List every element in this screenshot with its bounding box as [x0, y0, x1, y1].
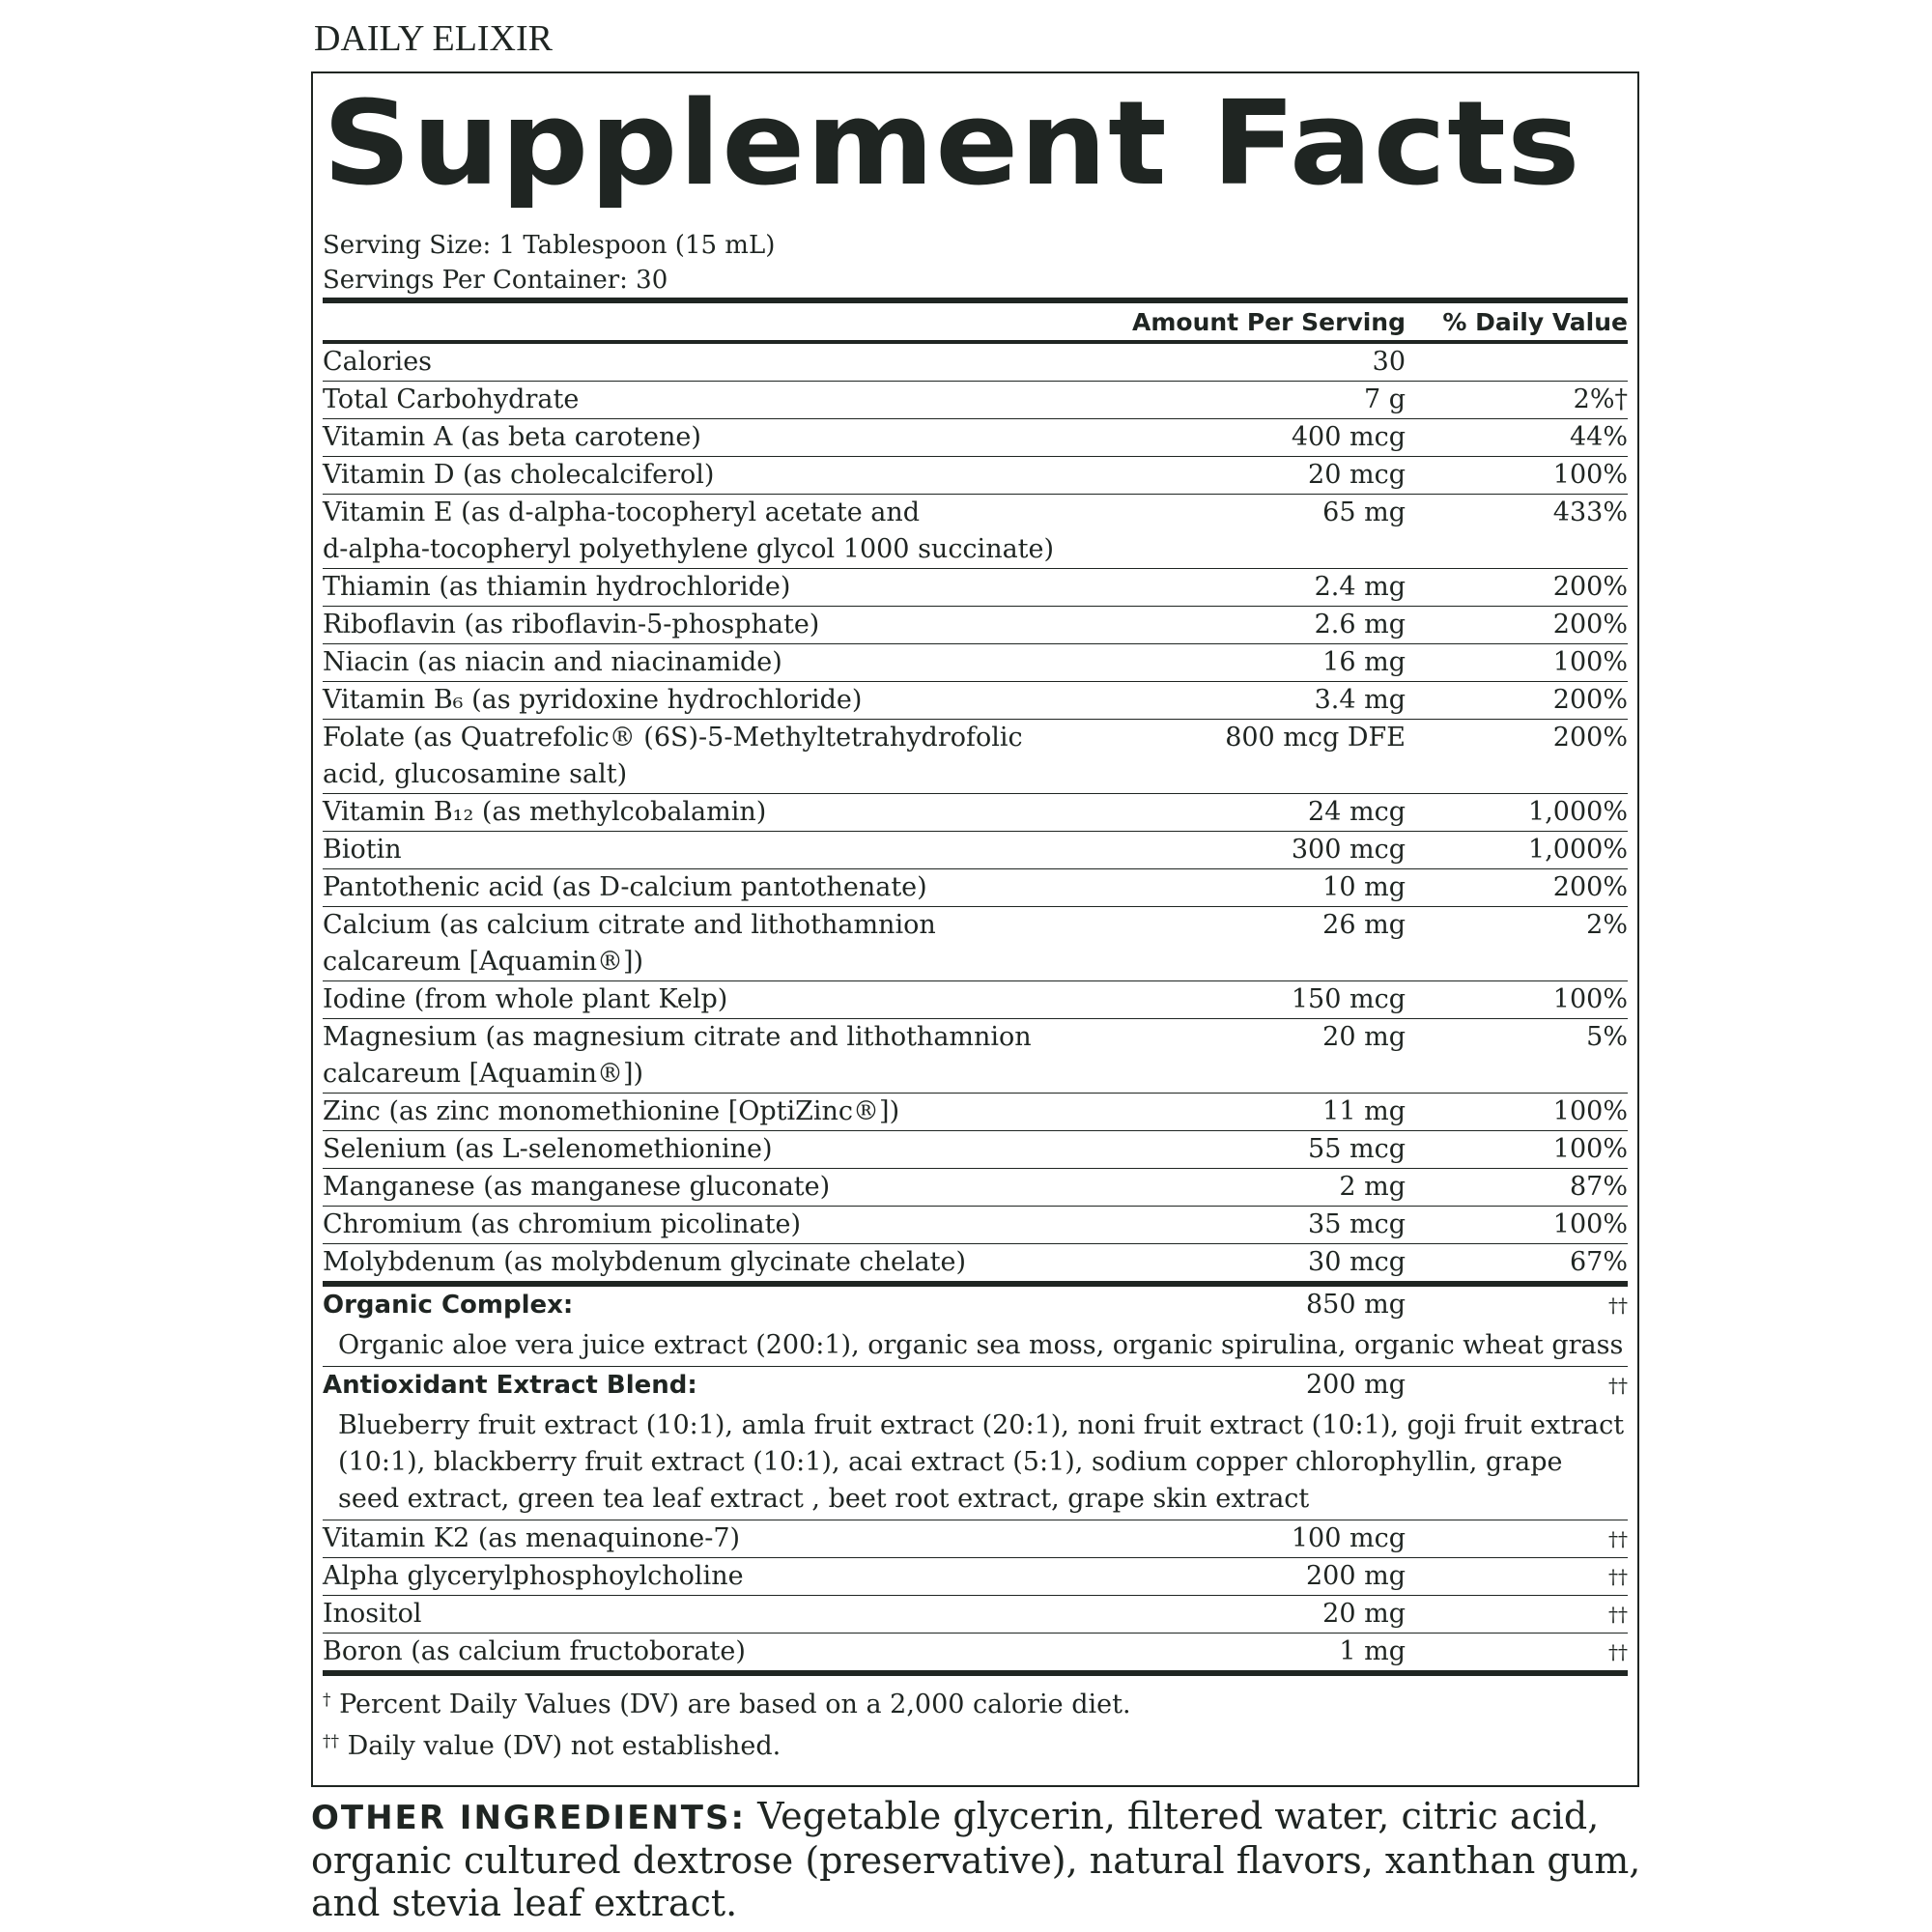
- nutrient-name: Biotin: [323, 835, 402, 865]
- nutrient-name: Selenium (as L-selenomethionine): [323, 1134, 773, 1164]
- nutrient-name: Vitamin B₁₂ (as methylcobalamin): [323, 797, 767, 827]
- nutrient-dv: 44%: [1569, 422, 1628, 452]
- nutrient-dv: 100%: [1552, 1096, 1628, 1126]
- nutrient-row: [323, 344, 1628, 381]
- nutrient-amount: 20 mg: [1322, 1599, 1406, 1629]
- nutrient-list: [323, 344, 1628, 1281]
- nutrient-row: [323, 1018, 1628, 1093]
- serving-info: [323, 228, 1628, 298]
- blend-description: Organic aloe vera juice extract (200:1), organic sea moss, organic spirulina, organic wheat grass: [338, 1330, 1624, 1360]
- nutrient-dv: 200%: [1552, 685, 1628, 715]
- nutrient-amount: 20 mg: [1322, 1022, 1406, 1052]
- nutrient-amount: 800 mcg DFE: [1225, 723, 1406, 753]
- nutrient-dv: 200%: [1552, 572, 1628, 602]
- nutrient-name: Vitamin A (as beta carotene): [323, 422, 701, 452]
- nutrient-name: Iodine (from whole plant Kelp): [323, 984, 728, 1014]
- nutrient-row: [323, 980, 1628, 1018]
- nutrient-dv: ††: [1608, 1527, 1628, 1550]
- nutrient-name: Pantothenic acid (as D-calcium pantothenate): [323, 872, 927, 902]
- nutrient-amount: 30: [1372, 347, 1406, 377]
- nutrient-amount: 200 mg: [1305, 1370, 1406, 1400]
- nutrient-amount: 100 mcg: [1291, 1523, 1406, 1553]
- nutrient-name: Chromium (as chromium picolinate): [323, 1209, 801, 1239]
- nutrient-amount: 30 mcg: [1308, 1247, 1406, 1277]
- nutrient-dv: 2%†: [1573, 384, 1628, 414]
- supplement-facts-panel: [311, 71, 1639, 1787]
- nutrient-name: Folate (as Quatrefolic® (6S)-5-Methyltetrahydrofolic acid, glucosamine salt): [323, 723, 1023, 789]
- panel-content: [323, 73, 1628, 1765]
- nutrient-amount: 7 g: [1363, 384, 1406, 414]
- other-ingredients-text: Vegetable glycerin, filtered water, citric acid, organic cultured dextrose (preservative), natural flavors, xanthan gum, and stevia leaf extract.: [311, 1795, 1641, 1924]
- panel-title: Supplement Facts: [323, 77, 1581, 212]
- nutrient-amount: 20 mcg: [1308, 460, 1406, 490]
- dv-header: % Daily Value: [1442, 307, 1628, 336]
- nutrient-row: [323, 1206, 1628, 1243]
- nutrient-name: Alpha glycerylphosphoylcholine: [323, 1561, 744, 1591]
- nutrient-dv: 87%: [1569, 1172, 1628, 1202]
- nutrient-row: [323, 868, 1628, 906]
- nutrient-amount: 65 mg: [1322, 497, 1406, 527]
- nutrient-row: [323, 1557, 1628, 1595]
- nutrient-dv: 100%: [1552, 984, 1628, 1014]
- nutrient-amount: 2.4 mg: [1314, 572, 1406, 602]
- nutrient-row: [323, 1595, 1628, 1633]
- nutrient-name: Total Carbohydrate: [323, 384, 580, 414]
- nutrient-row: [323, 418, 1628, 456]
- nutrient-row: [323, 1243, 1628, 1281]
- nutrient-amount: 2.6 mg: [1314, 610, 1406, 639]
- nutrient-name: Vitamin K2 (as menaquinone-7): [323, 1523, 741, 1553]
- nutrient-name: Niacin (as niacin and niacinamide): [323, 647, 782, 677]
- nutrient-dv: [1406, 344, 1628, 381]
- nutrient-name: Magnesium (as magnesium citrate and lithothamnion calcareum [Aquamin®]): [323, 1022, 1032, 1089]
- nutrient-dv: 200%: [1552, 610, 1628, 639]
- nutrient-row: [323, 1093, 1628, 1130]
- nutrient-amount: 850 mg: [1305, 1290, 1406, 1320]
- nutrient-dv: 100%: [1552, 647, 1628, 677]
- nutrient-name: Vitamin D (as cholecalciferol): [323, 460, 715, 490]
- nutrient-name: Thiamin (as thiamin hydrochloride): [323, 572, 791, 602]
- nutrient-row: [323, 1520, 1628, 1557]
- nutrient-dv: 1,000%: [1528, 797, 1628, 827]
- serving-size: Serving Size: 1 Tablespoon (15 mL): [323, 231, 776, 260]
- nutrient-name: Calories: [323, 347, 433, 377]
- nutrient-row: [323, 494, 1628, 568]
- nutrient-amount: 26 mg: [1322, 910, 1406, 940]
- nutrient-row: [323, 1168, 1628, 1206]
- footnote-single: [323, 1682, 1628, 1723]
- nutrient-amount: 55 mcg: [1308, 1134, 1406, 1164]
- nutrient-row: [323, 831, 1628, 868]
- nutrient-dv: 100%: [1552, 1209, 1628, 1239]
- nutrient-row: [323, 906, 1628, 980]
- nutrient-name: Zinc (as zinc monomethionine [OptiZinc®]): [323, 1096, 900, 1126]
- nutrient-amount: 400 mcg: [1291, 422, 1406, 452]
- nutrient-dv: 2%: [1586, 910, 1628, 940]
- nutrient-row: [323, 719, 1628, 793]
- nutrient-amount: 2 mg: [1339, 1172, 1406, 1202]
- nutrient-name: Calcium (as calcium citrate and lithothamnion calcareum [Aquamin®]): [323, 910, 936, 977]
- nutrient-row: [323, 456, 1628, 494]
- nutrient-dv: 433%: [1552, 497, 1628, 527]
- servings-per-container: Servings Per Container: 30: [323, 266, 668, 295]
- nutrient-dv: 100%: [1552, 1134, 1628, 1164]
- nutrient-amount: 11 mg: [1322, 1096, 1406, 1126]
- nutrient-name: Vitamin B₆ (as pyridoxine hydrochloride): [323, 685, 863, 715]
- other-ingredients: [311, 1795, 1644, 1924]
- nutrient-dv: 200%: [1552, 872, 1628, 902]
- footnote-single-mark: †: [323, 1690, 331, 1710]
- nutrient-amount: 1 mg: [1339, 1636, 1406, 1666]
- nutrient-dv: ††: [1608, 1565, 1628, 1588]
- nutrient-amount: 35 mcg: [1308, 1209, 1406, 1239]
- nutrient-dv: ††: [1608, 1293, 1628, 1317]
- other-nutrient-list: [323, 1520, 1628, 1670]
- nutrient-dv: 67%: [1569, 1247, 1628, 1277]
- blend-row: [323, 1287, 1628, 1323]
- nutrient-name: Boron (as calcium fructoborate): [323, 1636, 746, 1666]
- nutrient-row: [323, 568, 1628, 606]
- nutrient-amount: 24 mcg: [1308, 797, 1406, 827]
- nutrient-dv: 200%: [1552, 723, 1628, 753]
- nutrient-row: [323, 606, 1628, 643]
- nutrient-row: [323, 1130, 1628, 1168]
- nutrient-dv: ††: [1608, 1374, 1628, 1397]
- nutrient-amount: 150 mcg: [1291, 984, 1406, 1014]
- nutrient-name: Manganese (as manganese gluconate): [323, 1172, 831, 1202]
- nutrient-name: Vitamin E (as d-alpha-tocopheryl acetate and d-alpha-tocopheryl polyethylene glycol 1000 succinate): [323, 497, 1055, 564]
- nutrient-row: [323, 793, 1628, 831]
- footnote-single-text: Percent Daily Values (DV) are based on a 2,000 calorie diet.: [339, 1690, 1131, 1719]
- blend-list: [323, 1287, 1628, 1518]
- blend-description: Blueberry fruit extract (10:1), amla fruit extract (20:1), noni fruit extract (10:1), goji fruit extract (10:1), blackberry fruit extract (10:1), acai extract (5:1), sodium copper chlorophyllin, grape seed extract, green tea leaf extract , beet root extract, grape skin extract: [338, 1410, 1625, 1514]
- amount-header: Amount Per Serving: [1132, 307, 1406, 336]
- nutrient-amount: 300 mcg: [1291, 835, 1406, 865]
- nutrient-row: [323, 681, 1628, 719]
- footnote-double-text: Daily value (DV) not established.: [347, 1731, 781, 1761]
- nutrient-dv: 5%: [1586, 1022, 1628, 1052]
- nutrient-dv: ††: [1608, 1640, 1628, 1663]
- nutrient-name: Riboflavin (as riboflavin-5-phosphate): [323, 610, 820, 639]
- nutrient-dv: ††: [1608, 1603, 1628, 1626]
- other-ingredients-label: OTHER INGREDIENTS:: [311, 1799, 747, 1837]
- nutrient-name: Organic Complex:: [323, 1291, 574, 1320]
- nutrient-amount: 3.4 mg: [1314, 685, 1406, 715]
- column-header: [323, 303, 1628, 340]
- footnote-double: [323, 1723, 1628, 1765]
- nutrient-row: [323, 381, 1628, 418]
- nutrient-amount: 16 mg: [1322, 647, 1406, 677]
- nutrient-name: Molybdenum (as molybdenum glycinate chelate): [323, 1247, 967, 1277]
- blend-row: [323, 1366, 1628, 1404]
- nutrient-amount: 200 mg: [1305, 1561, 1406, 1591]
- nutrient-name: Inositol: [323, 1599, 422, 1629]
- nutrient-row: [323, 1633, 1628, 1670]
- nutrient-dv: 1,000%: [1528, 835, 1628, 865]
- nutrient-dv: 100%: [1552, 460, 1628, 490]
- brand-name: DAILY ELIXIR: [314, 18, 553, 59]
- footnotes: [323, 1676, 1628, 1765]
- footnote-double-mark: ††: [323, 1732, 339, 1751]
- nutrient-amount: 10 mg: [1322, 872, 1406, 902]
- nutrient-row: [323, 643, 1628, 681]
- nutrient-name: Antioxidant Extract Blend:: [323, 1371, 697, 1400]
